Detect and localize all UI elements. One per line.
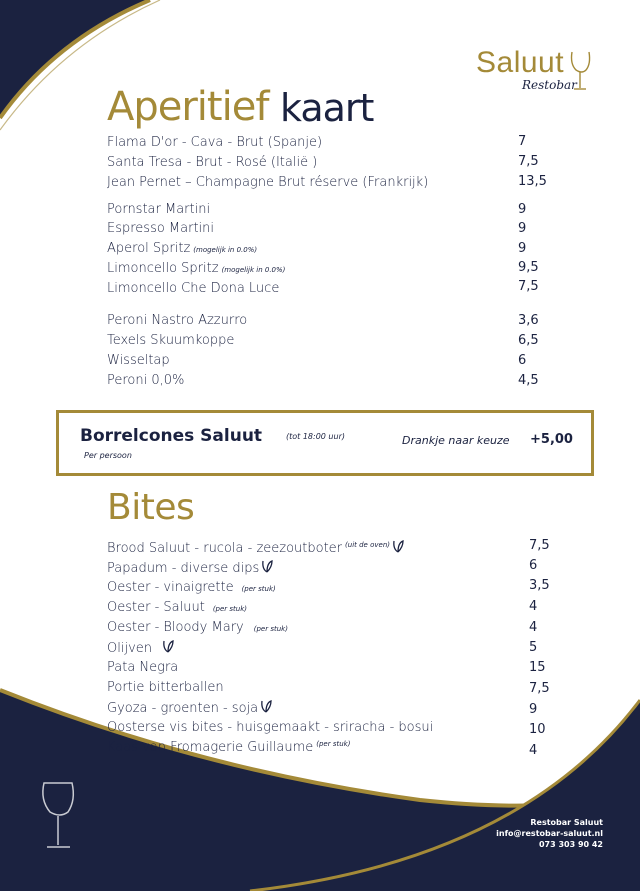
menu-item <box>107 281 279 296</box>
item-name: Texels Skuumkoppe <box>107 333 235 348</box>
menu-item <box>107 261 285 276</box>
item-note: (per stuk) <box>241 585 276 593</box>
item-name: Espresso Martini <box>107 221 215 236</box>
menu-item <box>107 700 272 716</box>
menu-item <box>107 640 174 656</box>
item-price: 10 <box>529 722 546 737</box>
item-name: Peroni Nastro Azzurro <box>107 313 248 328</box>
borrelcones-drink: Drankje naar keuze <box>402 434 510 447</box>
menu-item <box>107 135 322 150</box>
item-price: 6 <box>518 353 527 368</box>
logo-subtitle: Restobar <box>522 78 577 92</box>
item-price: 13,5 <box>518 174 547 189</box>
item-price: 6 <box>529 558 538 573</box>
borrelcones-note: (tot 18:00 uur) <box>286 432 345 441</box>
item-name: Jean Pernet – Champagne Brut réserve (Frankrijk) <box>107 175 429 190</box>
item-price: 4 <box>529 743 538 758</box>
vegan-leaf-icon <box>260 700 272 714</box>
item-price: 7 <box>518 134 527 149</box>
menu-item <box>107 580 276 595</box>
item-name: Aperol Spritz <box>107 241 191 256</box>
item-name: Limoncello Che Dona Luce <box>107 281 280 296</box>
menu-item <box>107 333 234 348</box>
item-note: (mogelijk in 0.0%) <box>221 266 286 274</box>
item-price: 5 <box>529 640 538 655</box>
item-name: Portie bitterballen <box>107 680 224 695</box>
item-name: Kaas van Fromagerie Guillaume <box>107 740 314 755</box>
menu-item <box>107 373 184 388</box>
borrelcones-title: Borrelcones Saluut <box>80 426 263 446</box>
item-note: (per stuk) <box>212 605 248 613</box>
menu-item <box>107 540 404 556</box>
menu-item <box>107 620 288 635</box>
item-name: Gyoza - groenten - soja <box>107 701 259 716</box>
menu-item <box>107 353 170 368</box>
vegan-leaf-icon <box>162 640 174 654</box>
item-price: 4,5 <box>518 373 539 388</box>
section-title-aperitief: Aperitief <box>107 84 269 130</box>
vegan-leaf-icon <box>261 560 273 574</box>
menu-item <box>107 221 214 236</box>
logo-wordmark: Saluut <box>476 46 565 79</box>
item-name: Flama D'or - Cava - Brut (Spanje) <box>107 135 323 150</box>
item-price: 6,5 <box>518 333 539 348</box>
menu-item <box>107 740 350 755</box>
item-name: Wisseltap <box>107 353 170 368</box>
menu-item <box>107 175 428 190</box>
item-price: 7,5 <box>518 279 539 294</box>
item-price: 3,6 <box>518 313 539 328</box>
section-title-kaart: kaart <box>280 86 374 130</box>
section-title-bites: Bites <box>107 487 195 528</box>
item-note: (uit de oven) <box>345 541 390 549</box>
menu-item <box>107 600 247 615</box>
item-price: 7,5 <box>518 154 539 169</box>
item-price: 9 <box>518 202 527 217</box>
menu-item <box>107 560 273 576</box>
menu-item <box>107 155 317 170</box>
item-name: Peroni 0,0% <box>107 373 185 388</box>
item-name: Santa Tresa - Brut - Rosé (Italië ) <box>107 155 318 170</box>
item-price: 4 <box>529 599 538 614</box>
vegan-leaf-icon <box>392 540 404 554</box>
item-name: Limoncello Spritz <box>107 261 219 276</box>
footer-restaurant-name: Restobar Saluut <box>530 818 603 827</box>
item-price: 3,5 <box>529 578 550 593</box>
item-price: 4 <box>529 620 538 635</box>
item-price: 7,5 <box>529 538 550 553</box>
menu-item <box>107 680 224 695</box>
footer-email[interactable]: info@restobar-saluut.nl <box>496 829 603 838</box>
menu-item <box>107 720 433 735</box>
menu-item <box>107 241 257 256</box>
item-name: Oester - Saluut <box>107 600 205 615</box>
menu-item <box>107 202 210 217</box>
borrelcones-price: +5,00 <box>530 432 573 447</box>
item-name: Pornstar Martini <box>107 202 211 217</box>
item-name: Oester - Bloody Mary <box>107 620 244 635</box>
item-note: (mogelijk in 0.0%) <box>193 246 258 254</box>
item-price: 9 <box>529 702 538 717</box>
item-price: 7,5 <box>529 681 550 696</box>
item-price: 15 <box>529 660 546 675</box>
item-name: Olijven <box>107 641 152 656</box>
item-name: Brood Saluut - rucola - zeezoutboter <box>107 541 343 556</box>
item-name: Oosterse vis bites - huisgemaakt - sriracha - bosui <box>107 720 434 735</box>
item-price: 9,5 <box>518 260 539 275</box>
menu-item <box>107 313 247 328</box>
item-name: Pata Negra <box>107 660 179 675</box>
item-note: (per stuk) <box>316 740 351 748</box>
footer-phone[interactable]: 073 303 90 42 <box>538 840 603 849</box>
item-note: (per stuk) <box>253 625 288 633</box>
menu-item <box>107 660 178 675</box>
item-price: 9 <box>518 221 527 236</box>
borrelcones-subtitle: Per persoon <box>84 451 132 460</box>
item-price: 9 <box>518 241 527 256</box>
item-name: Papadum - diverse dips <box>107 561 260 576</box>
item-name: Oester - vinaigrette <box>107 580 234 595</box>
